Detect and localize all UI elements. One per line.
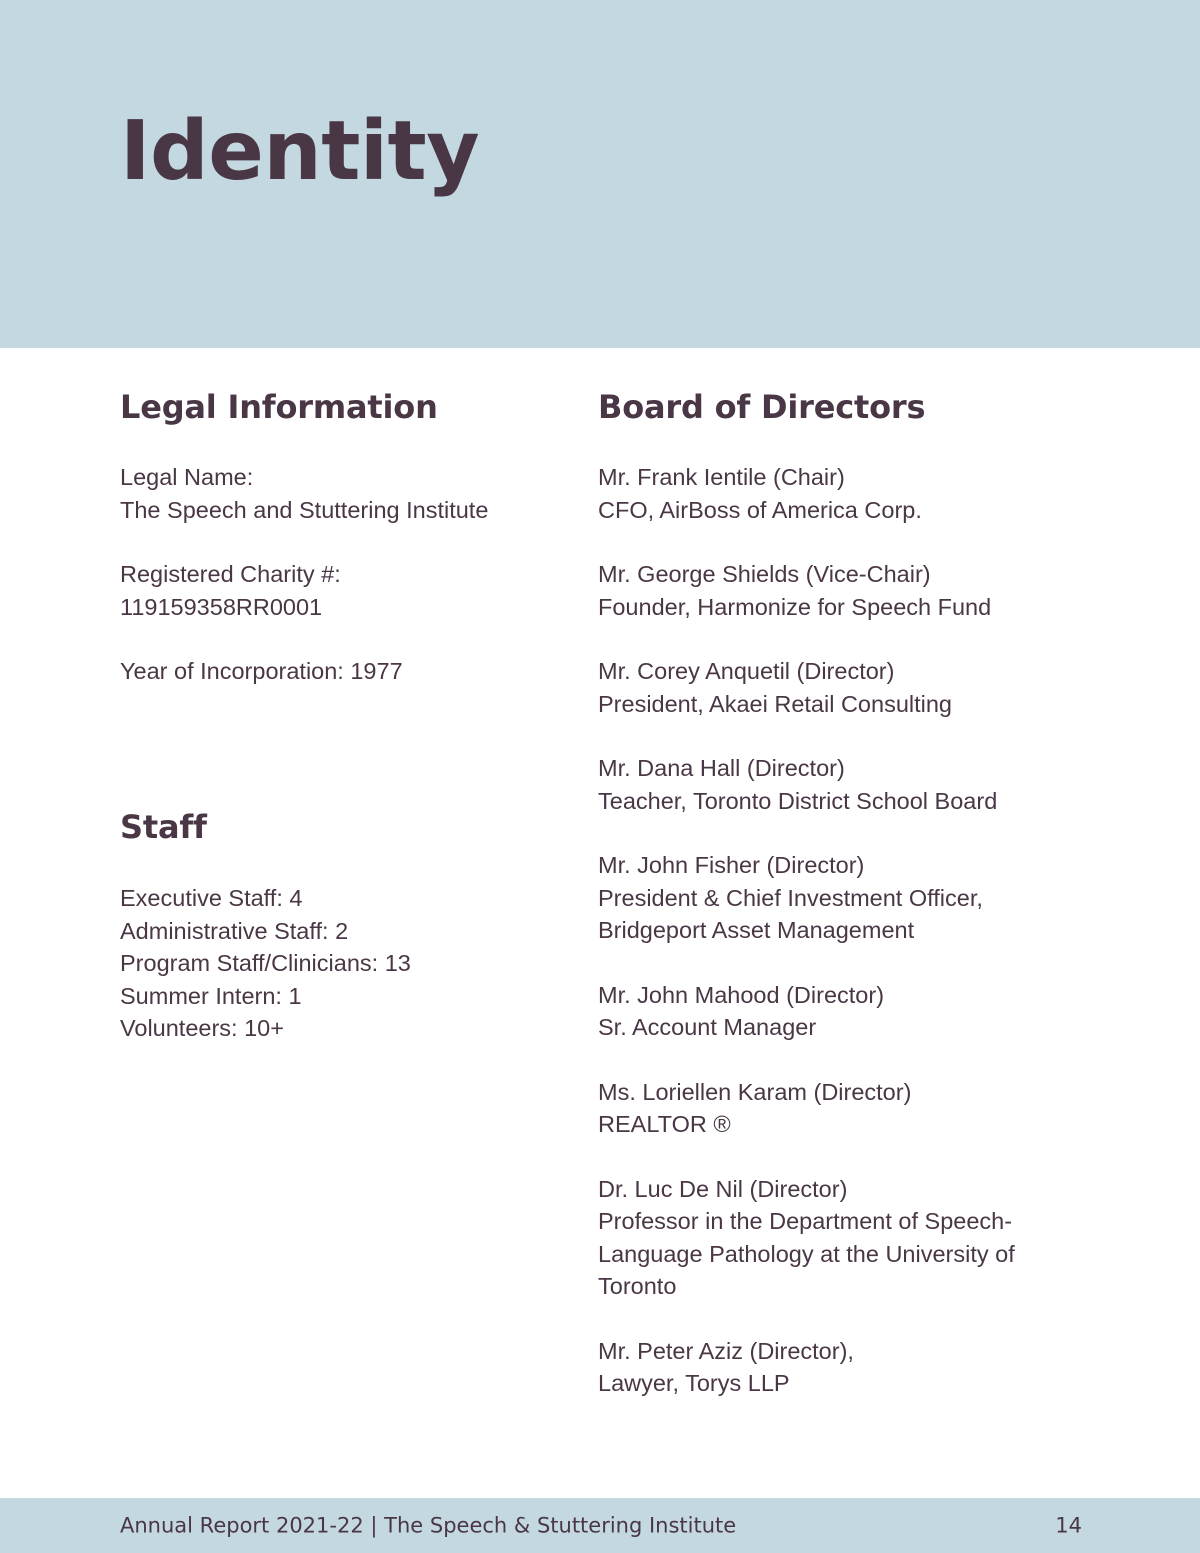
- board-member-name: Mr. John Fisher (Director): [598, 852, 865, 878]
- board-member-role: President & Chief Investment Officer, Bridgeport Asset Management: [598, 884, 990, 943]
- board-member-name: Dr. Luc De Nil (Director): [598, 1175, 848, 1202]
- board-member: [598, 1335, 1078, 1400]
- legal-entry-label: Registered Charity #:: [120, 561, 341, 587]
- page-footer-band: [0, 1498, 1200, 1553]
- board-member-name: Mr. Corey Anquetil (Director): [598, 658, 895, 684]
- board-member-role: Lawyer, Torys LLP: [598, 1370, 790, 1396]
- board-member-role: Sr. Account Manager: [598, 1014, 817, 1040]
- page-title: Identity: [120, 104, 480, 199]
- board-member-name: Mr. Peter Aziz (Director),: [598, 1337, 854, 1364]
- board-member-role: Professor in the Department of Speech-Language Pathology at the University of Toronto: [598, 1208, 1021, 1299]
- board-member-name: Mr. John Mahood (Director): [598, 981, 885, 1008]
- board-member-role: Founder, Harmonize for Speech Fund: [598, 593, 992, 620]
- legal-information-list: [120, 461, 560, 688]
- board-member: [598, 461, 1078, 526]
- board-member: [598, 655, 1078, 720]
- staff-list: [120, 882, 560, 1045]
- board-member-name: Mr. Dana Hall (Director): [598, 755, 845, 781]
- legal-entry-value: The Speech and Stuttering Institute: [120, 496, 489, 523]
- board-member: [598, 849, 1078, 947]
- board-of-directors-list: [598, 461, 1078, 1400]
- footer-report-label: Annual Report 2021-22 | The Speech & Stuttering Institute: [120, 1513, 737, 1537]
- board-member-name: Mr. Frank Ientile (Chair): [598, 464, 845, 490]
- staff-list-item: Program Staff/Clinicians: 13: [120, 950, 411, 976]
- board-member-name: Ms. Loriellen Karam (Director): [598, 1078, 912, 1105]
- legal-entry: [120, 461, 560, 526]
- legal-entry-value: 119159358RR0001: [120, 593, 323, 620]
- board-member-role: REALTOR ®: [598, 1111, 731, 1137]
- staff-list-item: Summer Intern: 1: [120, 982, 302, 1009]
- board-member-role: Teacher, Toronto District School Board: [598, 787, 998, 814]
- board-member-role: President, Akaei Retail Consulting: [598, 690, 953, 717]
- footer-page-number: 14: [1055, 1513, 1082, 1537]
- legal-entry: [120, 655, 560, 688]
- staff-list-item: Administrative Staff: 2: [120, 917, 349, 944]
- page-content: [0, 348, 1200, 1498]
- legal-entry-label: Legal Name:: [120, 464, 254, 490]
- page-header-band: [0, 0, 1200, 348]
- staff-list-item: Executive Staff: 4: [120, 885, 303, 911]
- board-member: [598, 1173, 1078, 1303]
- legal-entry-label: Year of Incorporation: 1977: [120, 658, 403, 684]
- board-member: [598, 979, 1078, 1044]
- board-member-role: CFO, AirBoss of America Corp.: [598, 496, 922, 523]
- board-of-directors-heading: Board of Directors: [598, 388, 926, 426]
- legal-information-heading: Legal Information: [120, 388, 438, 426]
- board-member: [598, 1076, 1078, 1141]
- legal-entry: [120, 558, 560, 623]
- board-member: [598, 558, 1078, 623]
- board-member-name: Mr. George Shields (Vice-Chair): [598, 561, 931, 587]
- staff-heading: Staff: [120, 808, 207, 846]
- staff-list-item: Volunteers: 10+: [120, 1015, 284, 1041]
- board-member: [598, 752, 1078, 817]
